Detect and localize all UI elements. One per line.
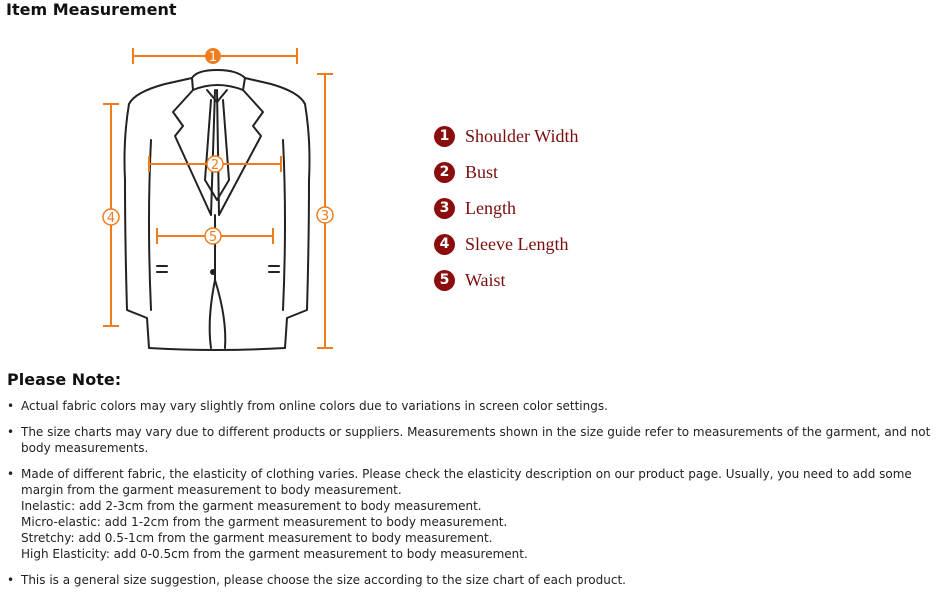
note-heading: Please Note: <box>7 370 122 389</box>
legend-number: 2 <box>434 162 455 183</box>
legend-item-shoulder-width <box>434 118 578 154</box>
list-item <box>4 466 944 562</box>
marker-3: 3 <box>320 209 330 224</box>
note-subline-stretchy: Stretchy: add 0.5-1cm from the garment measurement to body measurement. <box>21 531 493 545</box>
legend-label: Shoulder Width <box>465 125 579 146</box>
legend-item-bust <box>434 154 578 190</box>
note-subline-micro-elastic: Micro-elastic: add 1-2cm from the garment measurement to body measurement. <box>21 515 508 529</box>
legend-number: 5 <box>434 270 455 291</box>
note-subline-high-elasticity: High Elasticity: add 0-0.5cm from the garment measurement to body measurement. <box>21 547 528 561</box>
marker-5: 5 <box>208 230 218 245</box>
legend-label: Sleeve Length <box>465 233 569 254</box>
marker-4: 4 <box>106 211 116 226</box>
measurement-legend <box>434 118 578 298</box>
legend-item-length <box>434 190 578 226</box>
section-title: Item Measurement <box>6 0 177 19</box>
legend-label: Length <box>465 197 516 218</box>
note-subline-inelastic: Inelastic: add 2-3cm from the garment measurement to body measurement. <box>21 499 482 513</box>
jacket-measurement-diagram <box>95 40 355 355</box>
legend-item-waist <box>434 262 578 298</box>
note-text: • Made of different fabric, the elasticity of clothing varies. Please check the elasticity description on our product page. Usually, you need to add some margin from the garment measurement to body measurement. <box>21 467 912 497</box>
legend-label: Waist <box>465 269 506 290</box>
legend-number: 1 <box>434 126 455 147</box>
notes-list <box>4 398 944 598</box>
legend-number: 3 <box>434 198 455 219</box>
list-item <box>4 572 944 588</box>
note-text: Actual fabric colors may vary slightly from online colors due to variations in screen color settings. <box>21 399 608 413</box>
list-item <box>4 424 944 456</box>
note-text: This is a general size suggestion, please choose the size according to the size chart of each product. <box>21 573 626 587</box>
note-text: The size charts may vary due to different products or suppliers. Measurements shown in the size guide refer to measurements of the garment, and not body measurements. <box>21 425 931 455</box>
marker-2: 2 <box>210 158 220 173</box>
jacket-button <box>210 269 216 275</box>
legend-number: 4 <box>434 234 455 255</box>
legend-item-sleeve-length <box>434 226 578 262</box>
list-item <box>4 398 944 414</box>
marker-1: 1 <box>208 50 218 65</box>
legend-label: Bust <box>465 161 499 182</box>
